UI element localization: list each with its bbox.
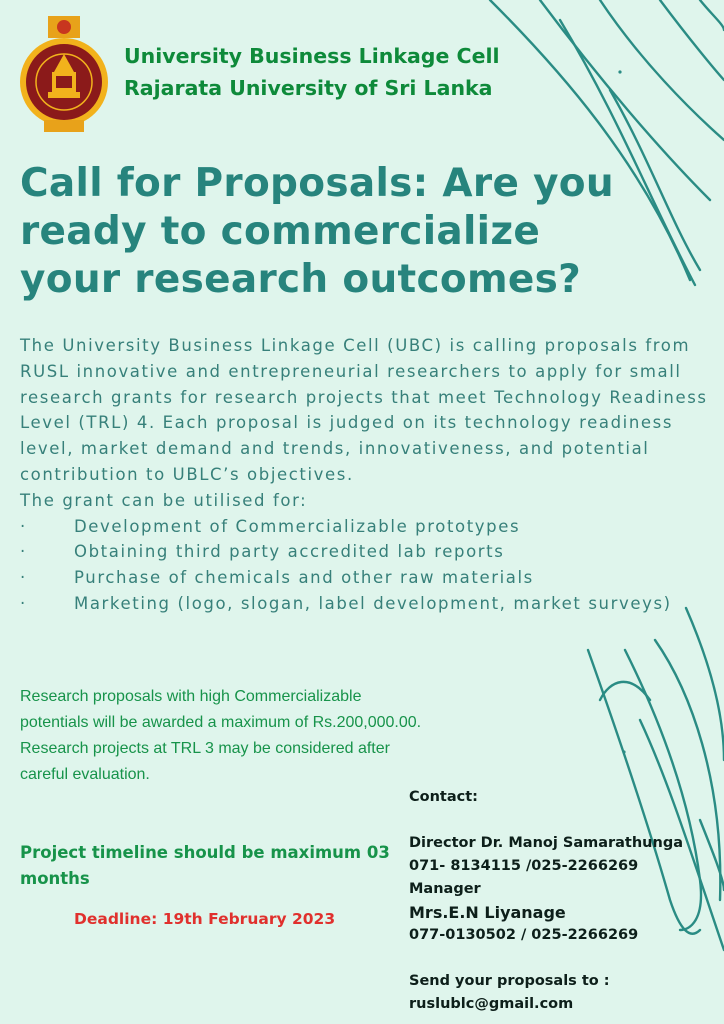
manager-phone: 077-0130502 / 025-2266269: [409, 927, 639, 943]
intro-paragraph: The University Business Linkage Cell (UBC) is calling proposals from RUSL innovative and entrepreneurial researchers to apply for small research grants for research projects that meet Technology Readiness Level (TRL) 4. Each proposal is judged on its technology readiness level, market demand and trends, innovativeness, and potential contribution to UBLC’s objectives.: [20, 336, 708, 484]
list-item: · Development of Commercializable prototypes: [20, 514, 710, 540]
contact-email: ruslublc@gmail.com: [409, 996, 574, 1012]
list-item: · Obtaining third party accredited lab reports: [20, 539, 710, 565]
manager-name: Mrs.E.N Liyanage: [409, 903, 566, 922]
bullet: ·: [20, 593, 27, 613]
headline-line-3: your research outcomes?: [20, 257, 582, 302]
director-name: Director Dr. Manoj Samarathunga: [409, 835, 683, 851]
headline-line-1: Call for Proposals: Are you: [20, 161, 614, 206]
grant-usage-list: [20, 514, 710, 617]
contact-section: [409, 786, 709, 1016]
intro-section: [20, 333, 710, 617]
manager-title: Manager: [409, 881, 481, 897]
send-proposals-label: Send your proposals to :: [409, 973, 610, 989]
grant-usage-intro: The grant can be utilised for:: [20, 490, 308, 510]
director-phone: 071- 8134115 /025-2266269: [409, 858, 639, 874]
bullet: ·: [20, 516, 27, 536]
org-name-line-1: University Business Linkage Cell: [124, 44, 500, 68]
headline-line-2: ready to commercialize: [20, 209, 541, 254]
org-name-line-2: Rajarata University of Sri Lanka: [124, 76, 493, 100]
award-text: Research proposals with high Commercializable potentials will be awarded a maximum of Rs.200,000.00. Research projects at TRL 3 may be considered after careful evaluation.: [20, 688, 422, 783]
deadline-text: Deadline: 19th February 2023: [74, 910, 336, 928]
headline: [20, 160, 620, 304]
list-item: · Purchase of chemicals and other raw materials: [20, 565, 710, 591]
bullet: ·: [20, 542, 27, 562]
timeline-text: Project timeline should be maximum 03 months: [20, 843, 390, 888]
university-crest-logo: [18, 14, 110, 136]
contact-heading: Contact:: [409, 789, 478, 805]
bullet: ·: [20, 568, 27, 588]
list-item: · Marketing (logo, slogan, label development, market surveys): [20, 591, 710, 617]
organization-name: [124, 40, 500, 104]
